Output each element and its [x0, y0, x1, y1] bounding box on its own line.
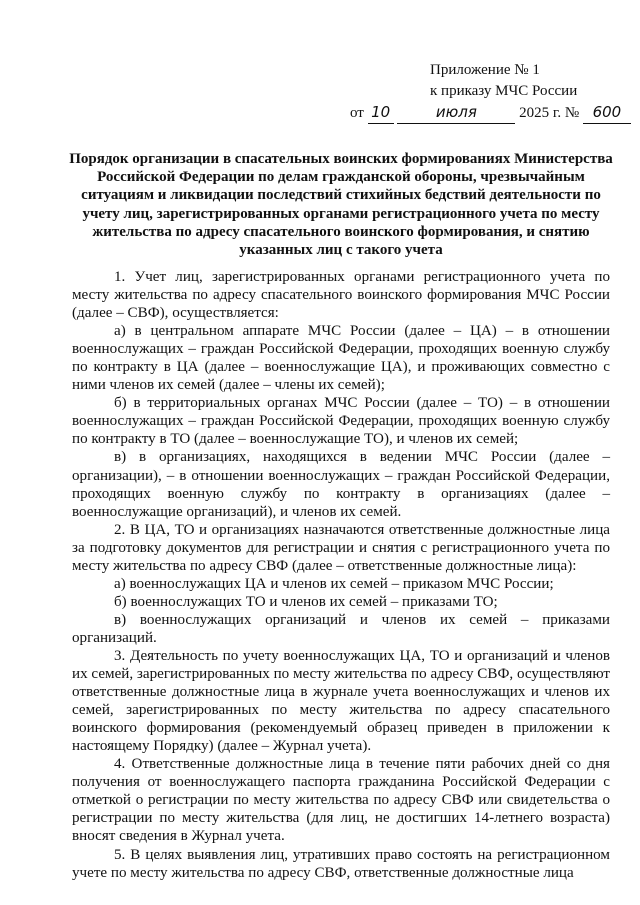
paragraph-5: 5. В целях выявления лиц, утративших право состоять на регистрационном учете по месту жительства по адресу СВФ, ответственные должностные лица: [72, 846, 610, 881]
paragraph-2c: в) военнослужащих организаций и членов их семей – приказами организаций.: [72, 611, 610, 646]
paragraph-2b: б) военнослужащих ТО и членов их семей – приказами ТО;: [114, 593, 498, 610]
paragraph-4: 4. Ответственные должностные лица в течение пяти рабочих дней со дня получения от военнослужащего паспорта гражданина Российской Федерации с отметкой о регистрации по месту жительства по адресу СВФ или свидетельства о регистрации по месту жительства (для лиц, не достигших 14-летнего возраста) вносят сведения в Журнал учета.: [72, 756, 610, 845]
document-title: Порядок организации в спасательных воинских формированиях Министерства Российской Федерации по делам гражданской обороны, чрезвычайным ситуациям и ликвидации последствий стихийных бедствий деятельности по учету лиц, зарегистрированных органами регистрационного учета по месту жительства по адресу спасательного воинского формирования, и снятию указанных лиц с такого учета: [69, 151, 613, 259]
handwritten-day: 10: [368, 102, 394, 124]
paragraph-3: 3. Деятельность по учету военнослужащих ЦА, ТО и организаций и членов их семей, зарегистрированных по месту жительства по адресу СВФ, осуществляют ответственные должностные лица в журнале учета военнослужащих и членов их семей, зарегистрированных по месту жительства по адресу спасательного воинского формирования (рекомендуемый образец приведен в приложении к настоящему Порядку) (далее – Журнал учета).: [72, 647, 610, 755]
paragraph-1a: а) в центральном аппарате МЧС России (далее – ЦА) – в отношении военнослужащих – граждан Российской Федерации, проходящих военную службу по контракту в ЦА (далее – военнослужащие ЦА), и проживающих совместно с ними членов их семей (далее – члены их семей);: [72, 323, 610, 394]
appendix-date-line: [350, 102, 630, 124]
paragraph-2a: а) военнослужащих ЦА и членов их семей – приказом МЧС России;: [114, 575, 554, 592]
appendix-order-ref: к приказу МЧС России: [430, 83, 578, 99]
paragraph-1c: в) в организациях, находящихся в ведении МЧС России (далее – организации), – в отношении военнослужащих – граждан Российской Федерации, проходящих военную службу по контракту в организациях (далее – военнослужащие организаций), и членов их семей.: [72, 449, 610, 520]
date-year: 2025 г. №: [519, 105, 580, 121]
date-prefix: от: [350, 105, 364, 121]
document-body: [72, 268, 610, 882]
handwritten-month: июля: [397, 102, 515, 124]
handwritten-order-number: 600: [583, 102, 631, 124]
paragraph-1b: б) в территориальных органах МЧС России (далее – ТО) – в отношении военнослужащих – граждан Российской Федерации, проходящих военную службу по контракту в ТО (далее – военнослужащие ТО), и членов их семей;: [72, 395, 610, 448]
paragraph-1: 1. Учет лиц, зарегистрированных органами регистрационного учета по месту жительства по адресу спасательного воинского формирования МЧС России (далее – СВФ), осуществляется:: [72, 269, 610, 322]
paragraph-2: 2. В ЦА, ТО и организациях назначаются ответственные должностные лица за подготовку документов для регистрации и снятия с регистрационного учета по месту жительства по адресу СВФ (далее – ответственные должностные лица):: [72, 521, 610, 574]
appendix-header: [350, 60, 630, 124]
appendix-number: Приложение № 1: [430, 62, 540, 78]
